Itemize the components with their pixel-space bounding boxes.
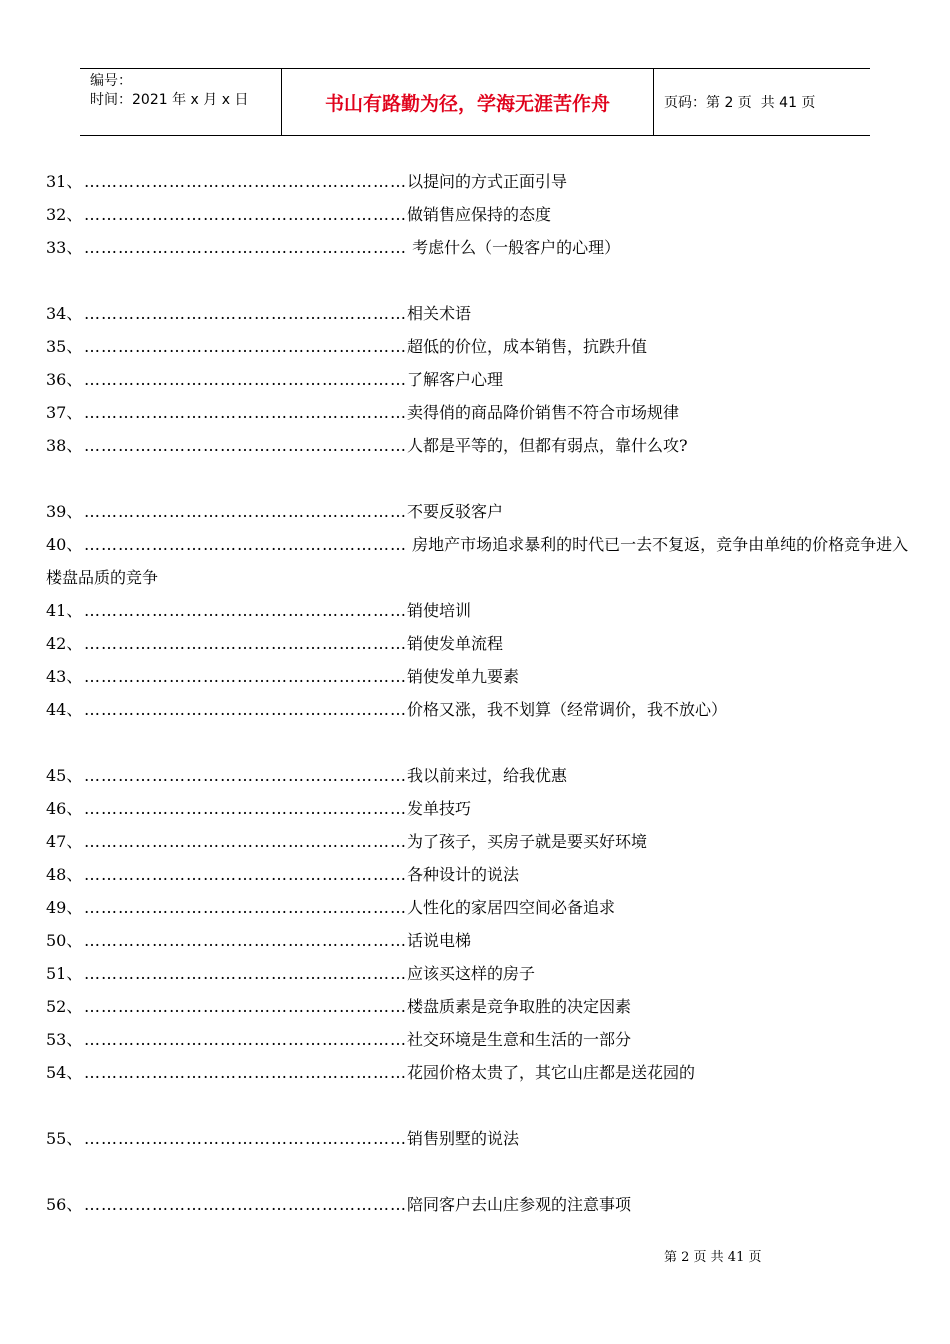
toc-entry — [46, 1122, 916, 1155]
entry-number: 37、 — [46, 403, 83, 422]
entry-number: 50、 — [46, 931, 83, 950]
entry-number: 33、 — [46, 238, 83, 257]
dot-leader: ………………………………………………… — [84, 766, 407, 785]
toc-entry — [46, 165, 916, 198]
toc-entry — [46, 792, 916, 825]
entry-number: 41、 — [46, 601, 83, 620]
dot-leader: ………………………………………………… — [84, 799, 407, 818]
toc-entry — [46, 198, 916, 231]
entry-title: 超低的价位，成本销售，抗跌升值 — [407, 337, 648, 356]
entry-number: 52、 — [46, 997, 83, 1016]
toc-entry — [46, 693, 916, 726]
toc-entry — [46, 957, 916, 990]
page-footer: 第 2 页 共 41 页 — [664, 1250, 762, 1265]
dot-leader: ………………………………………………… — [84, 205, 407, 224]
entry-title: 应该买这样的房子 — [407, 964, 536, 983]
dot-leader: ………………………………………………… — [84, 997, 407, 1016]
dot-leader: ………………………………………………… — [84, 700, 407, 719]
entry-number: 40、 — [46, 535, 83, 554]
header-page-label: 页码：第 2 页 共 41 页 — [664, 95, 816, 111]
toc-entry — [46, 231, 916, 264]
entry-number: 44、 — [46, 700, 83, 719]
dot-leader: ………………………………………………… — [84, 1129, 407, 1148]
toc-entry — [46, 594, 916, 627]
entry-title: 人都是平等的，但都有弱点，靠什么攻? — [407, 436, 688, 455]
entry-title: 我以前来过，给我优惠 — [407, 766, 568, 785]
dot-leader: ………………………………………………… — [84, 667, 407, 686]
dot-leader: ………………………………………………… — [84, 304, 407, 323]
entry-title: 卖得俏的商品降价销售不符合市场规律 — [407, 403, 680, 422]
dot-leader: ………………………………………………… — [84, 601, 407, 620]
document-date-label: 时间：2021 年 x 月 x 日 — [90, 92, 249, 108]
toc-entry — [46, 990, 916, 1023]
dot-leader: ………………………………………………… — [84, 1063, 407, 1082]
entry-title: 社交环境是生意和生活的一部分 — [407, 1030, 632, 1049]
entry-number: 31、 — [46, 172, 83, 191]
table-of-contents — [46, 165, 916, 1221]
dot-leader: ………………………………………………… — [84, 502, 407, 521]
dot-leader: ………………………………………………… — [84, 172, 407, 191]
entry-title: 价格又涨，我不划算（经常调价，我不放心） — [407, 700, 728, 719]
entry-title: 销使发单九要素 — [407, 667, 520, 686]
entry-number: 39、 — [46, 502, 83, 521]
toc-entry — [46, 528, 916, 594]
entry-title: 相关术语 — [407, 304, 472, 323]
toc-entry — [46, 1056, 916, 1089]
dot-leader: ………………………………………………… — [84, 865, 407, 884]
entry-title: 话说电梯 — [407, 931, 472, 950]
dot-leader: ………………………………………………… — [84, 1195, 407, 1214]
toc-entry — [46, 297, 916, 330]
entry-title: 楼盘质素是竞争取胜的决定因素 — [407, 997, 632, 1016]
dot-leader: ………………………………………………… — [84, 634, 407, 653]
toc-entry — [46, 858, 916, 891]
toc-entry — [46, 396, 916, 429]
entry-title: 发单技巧 — [407, 799, 472, 818]
toc-entry — [46, 825, 916, 858]
entry-number: 46、 — [46, 799, 83, 818]
entry-number: 56、 — [46, 1195, 83, 1214]
toc-entry — [46, 363, 916, 396]
dot-leader: ………………………………………………… — [84, 964, 407, 983]
entry-number: 51、 — [46, 964, 83, 983]
entry-title: 各种设计的说法 — [407, 865, 520, 884]
toc-entry — [46, 924, 916, 957]
toc-entry — [46, 627, 916, 660]
entry-title: 销售别墅的说法 — [407, 1129, 520, 1148]
dot-leader: ………………………………………………… — [84, 898, 407, 917]
document-number-label: 编号： — [90, 73, 132, 89]
page-header — [80, 68, 870, 136]
header-motto: 书山有路勤为径，学海无涯苦作舟 — [282, 69, 654, 135]
entry-number: 34、 — [46, 304, 83, 323]
entry-number: 36、 — [46, 370, 83, 389]
toc-entry — [46, 891, 916, 924]
entry-title: 房地产市场追求暴利的时代已一去不复返，竞争由单纯的价格竞争进入楼盘品质的竞争 — [46, 535, 909, 587]
entry-title: 为了孩子，买房子就是要买好环境 — [407, 832, 648, 851]
entry-number: 49、 — [46, 898, 83, 917]
entry-number: 32、 — [46, 205, 83, 224]
entry-number: 55、 — [46, 1129, 83, 1148]
entry-title: 不要反驳客户 — [407, 502, 504, 521]
toc-entry — [46, 429, 916, 462]
entry-title: 陪同客户去山庄参观的注意事项 — [407, 1195, 632, 1214]
entry-title: 考虑什么（一般客户的心理） — [407, 238, 621, 257]
entry-title: 了解客户心理 — [407, 370, 504, 389]
dot-leader: ………………………………………………… — [84, 238, 407, 257]
dot-leader: ………………………………………………… — [84, 403, 407, 422]
entry-title: 花园价格太贵了，其它山庄都是送花园的 — [407, 1063, 696, 1082]
toc-entry — [46, 330, 916, 363]
entry-number: 47、 — [46, 832, 83, 851]
entry-title: 销使培训 — [407, 601, 472, 620]
entry-number: 43、 — [46, 667, 83, 686]
dot-leader: ………………………………………………… — [84, 436, 407, 455]
header-meta — [80, 69, 282, 135]
entry-title: 人性化的家居四空间必备追求 — [407, 898, 616, 917]
entry-number: 35、 — [46, 337, 83, 356]
dot-leader: ………………………………………………… — [84, 1030, 407, 1049]
dot-leader: ………………………………………………… — [84, 931, 407, 950]
entry-number: 53、 — [46, 1030, 83, 1049]
toc-entry — [46, 1188, 916, 1221]
dot-leader: ………………………………………………… — [84, 337, 407, 356]
entry-number: 42、 — [46, 634, 83, 653]
dot-leader: ………………………………………………… — [84, 370, 407, 389]
dot-leader: ………………………………………………… — [84, 535, 407, 554]
toc-entry — [46, 759, 916, 792]
toc-entry — [46, 495, 916, 528]
entry-title: 做销售应保持的态度 — [407, 205, 552, 224]
entry-number: 48、 — [46, 865, 83, 884]
toc-entry — [46, 660, 916, 693]
toc-entry — [46, 1023, 916, 1056]
dot-leader: ………………………………………………… — [84, 832, 407, 851]
entry-number: 45、 — [46, 766, 83, 785]
entry-number: 38、 — [46, 436, 83, 455]
entry-title: 以提问的方式正面引导 — [407, 172, 568, 191]
entry-title: 销使发单流程 — [407, 634, 504, 653]
entry-number: 54、 — [46, 1063, 83, 1082]
